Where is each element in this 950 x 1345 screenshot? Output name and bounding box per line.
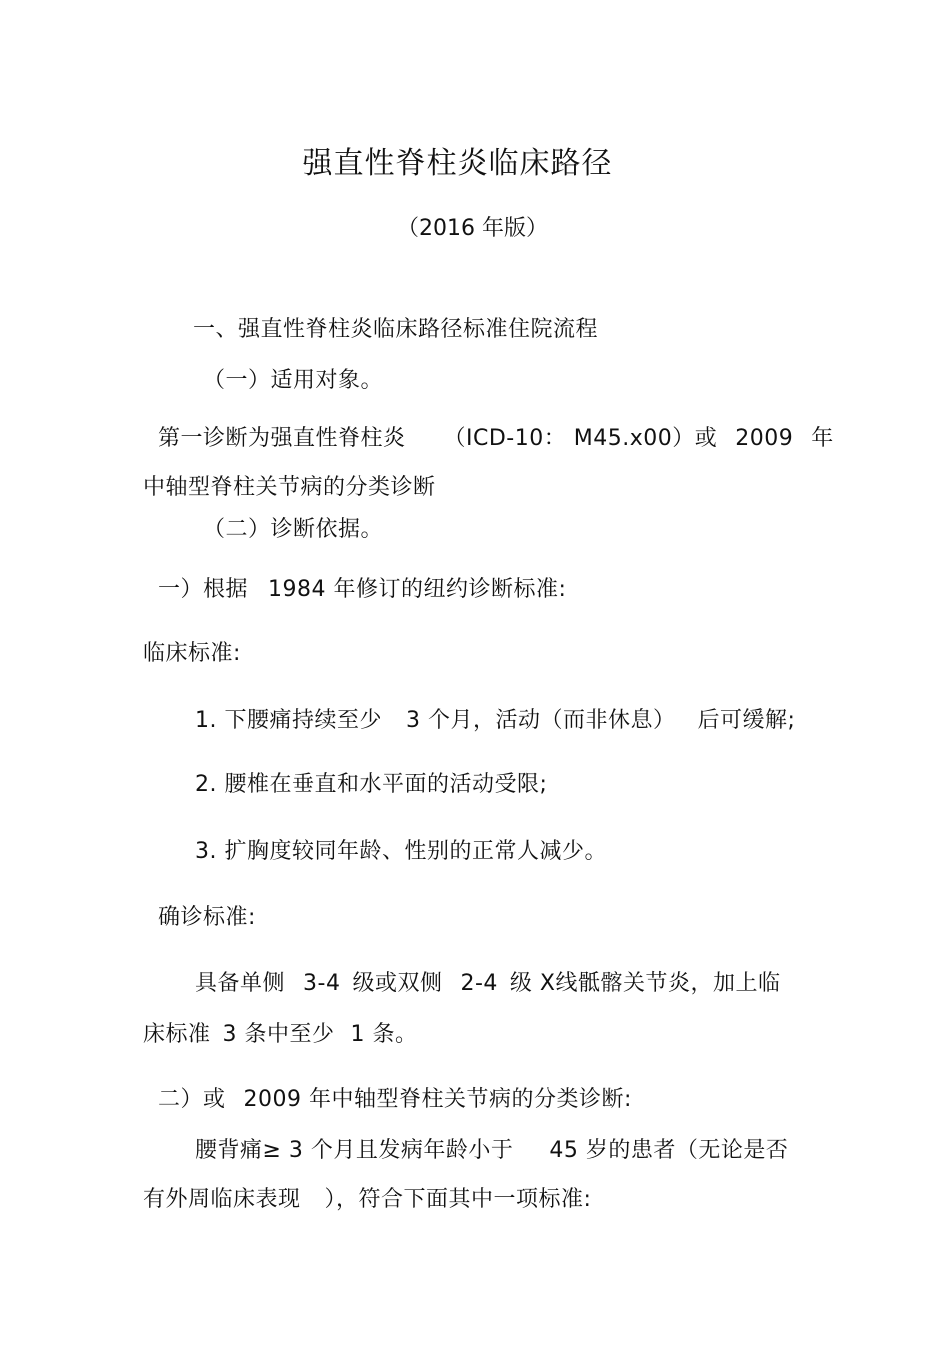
basis-1-part: 一）根据 [158, 577, 249, 602]
applicable-text-part: 年 [811, 426, 834, 451]
applicable-text-line-1 [158, 425, 834, 453]
criterion-1-part: 后可缓解; [697, 708, 796, 733]
confirm-text-part: 级 X线骶髂关节炎，加上临 [509, 971, 781, 996]
confirm-text-line-2 [143, 1021, 418, 1049]
section-heading-1: 一、强直性脊柱炎临床路径标准住院流程 [193, 317, 599, 342]
confirm-text-part: 级或双侧 [352, 971, 443, 996]
criterion-1-part: 1. 下腰痛持续至少 [195, 708, 382, 733]
basis-2-part: 二）或 [158, 1087, 226, 1112]
basis-2-line [158, 1086, 632, 1114]
back-pain-text-line-2 [143, 1186, 591, 1214]
basis-1-line [158, 576, 566, 604]
applicable-text-part: 第一诊断为强直性脊柱炎 [158, 426, 406, 451]
applicable-text-part: （ICD-10： M45.x00）或 [443, 426, 718, 451]
document-subtitle: （2016 年版） [397, 216, 548, 241]
subsection-heading-diagnostic-basis: （二）诊断依据。 [203, 517, 384, 542]
criterion-1 [195, 707, 795, 735]
confirm-criteria-label: 确诊标准: [158, 905, 256, 930]
document-title: 强直性脊柱炎临床路径 [302, 146, 613, 181]
back-pain-text-part: 腰背痛≥ 3 个月且发病年龄小于 [195, 1138, 514, 1163]
criterion-1-part: 3 个月，活动（而非休息） [405, 708, 676, 733]
back-pain-text-part: 有外周临床表现 [143, 1187, 301, 1212]
confirm-text-part: 1 条。 [350, 1022, 418, 1047]
confirm-text-part: 2-4 [460, 971, 498, 996]
clinical-criteria-label: 临床标准: [143, 641, 241, 666]
confirm-text-part: 3-4 [303, 971, 341, 996]
confirm-text-part: 3 条中至少 [222, 1022, 335, 1047]
back-pain-text-line-1 [195, 1137, 788, 1165]
confirm-text-part: 具备单侧 [195, 971, 286, 996]
criterion-3: 3. 扩胸度较同年龄、性别的正常人减少。 [195, 839, 607, 864]
criterion-2: 2. 腰椎在垂直和水平面的活动受限; [195, 772, 548, 797]
confirm-text-part: 床标准 [143, 1022, 211, 1047]
applicable-text-part: 2009 [735, 426, 794, 451]
back-pain-text-part: 45 岁的患者（无论是否 [549, 1138, 789, 1163]
basis-2-part: 2009 年中轴型脊柱关节病的分类诊断: [243, 1087, 632, 1112]
applicable-text-line-2: 中轴型脊柱关节病的分类诊断 [143, 475, 436, 500]
subsection-heading-applicable-objects: （一）适用对象。 [203, 368, 384, 393]
back-pain-text-part: ），符合下面其中一项标准: [324, 1187, 592, 1212]
confirm-text-line-1 [195, 970, 780, 998]
basis-1-part: 1984 年修订的纽约诊断标准: [268, 577, 567, 602]
